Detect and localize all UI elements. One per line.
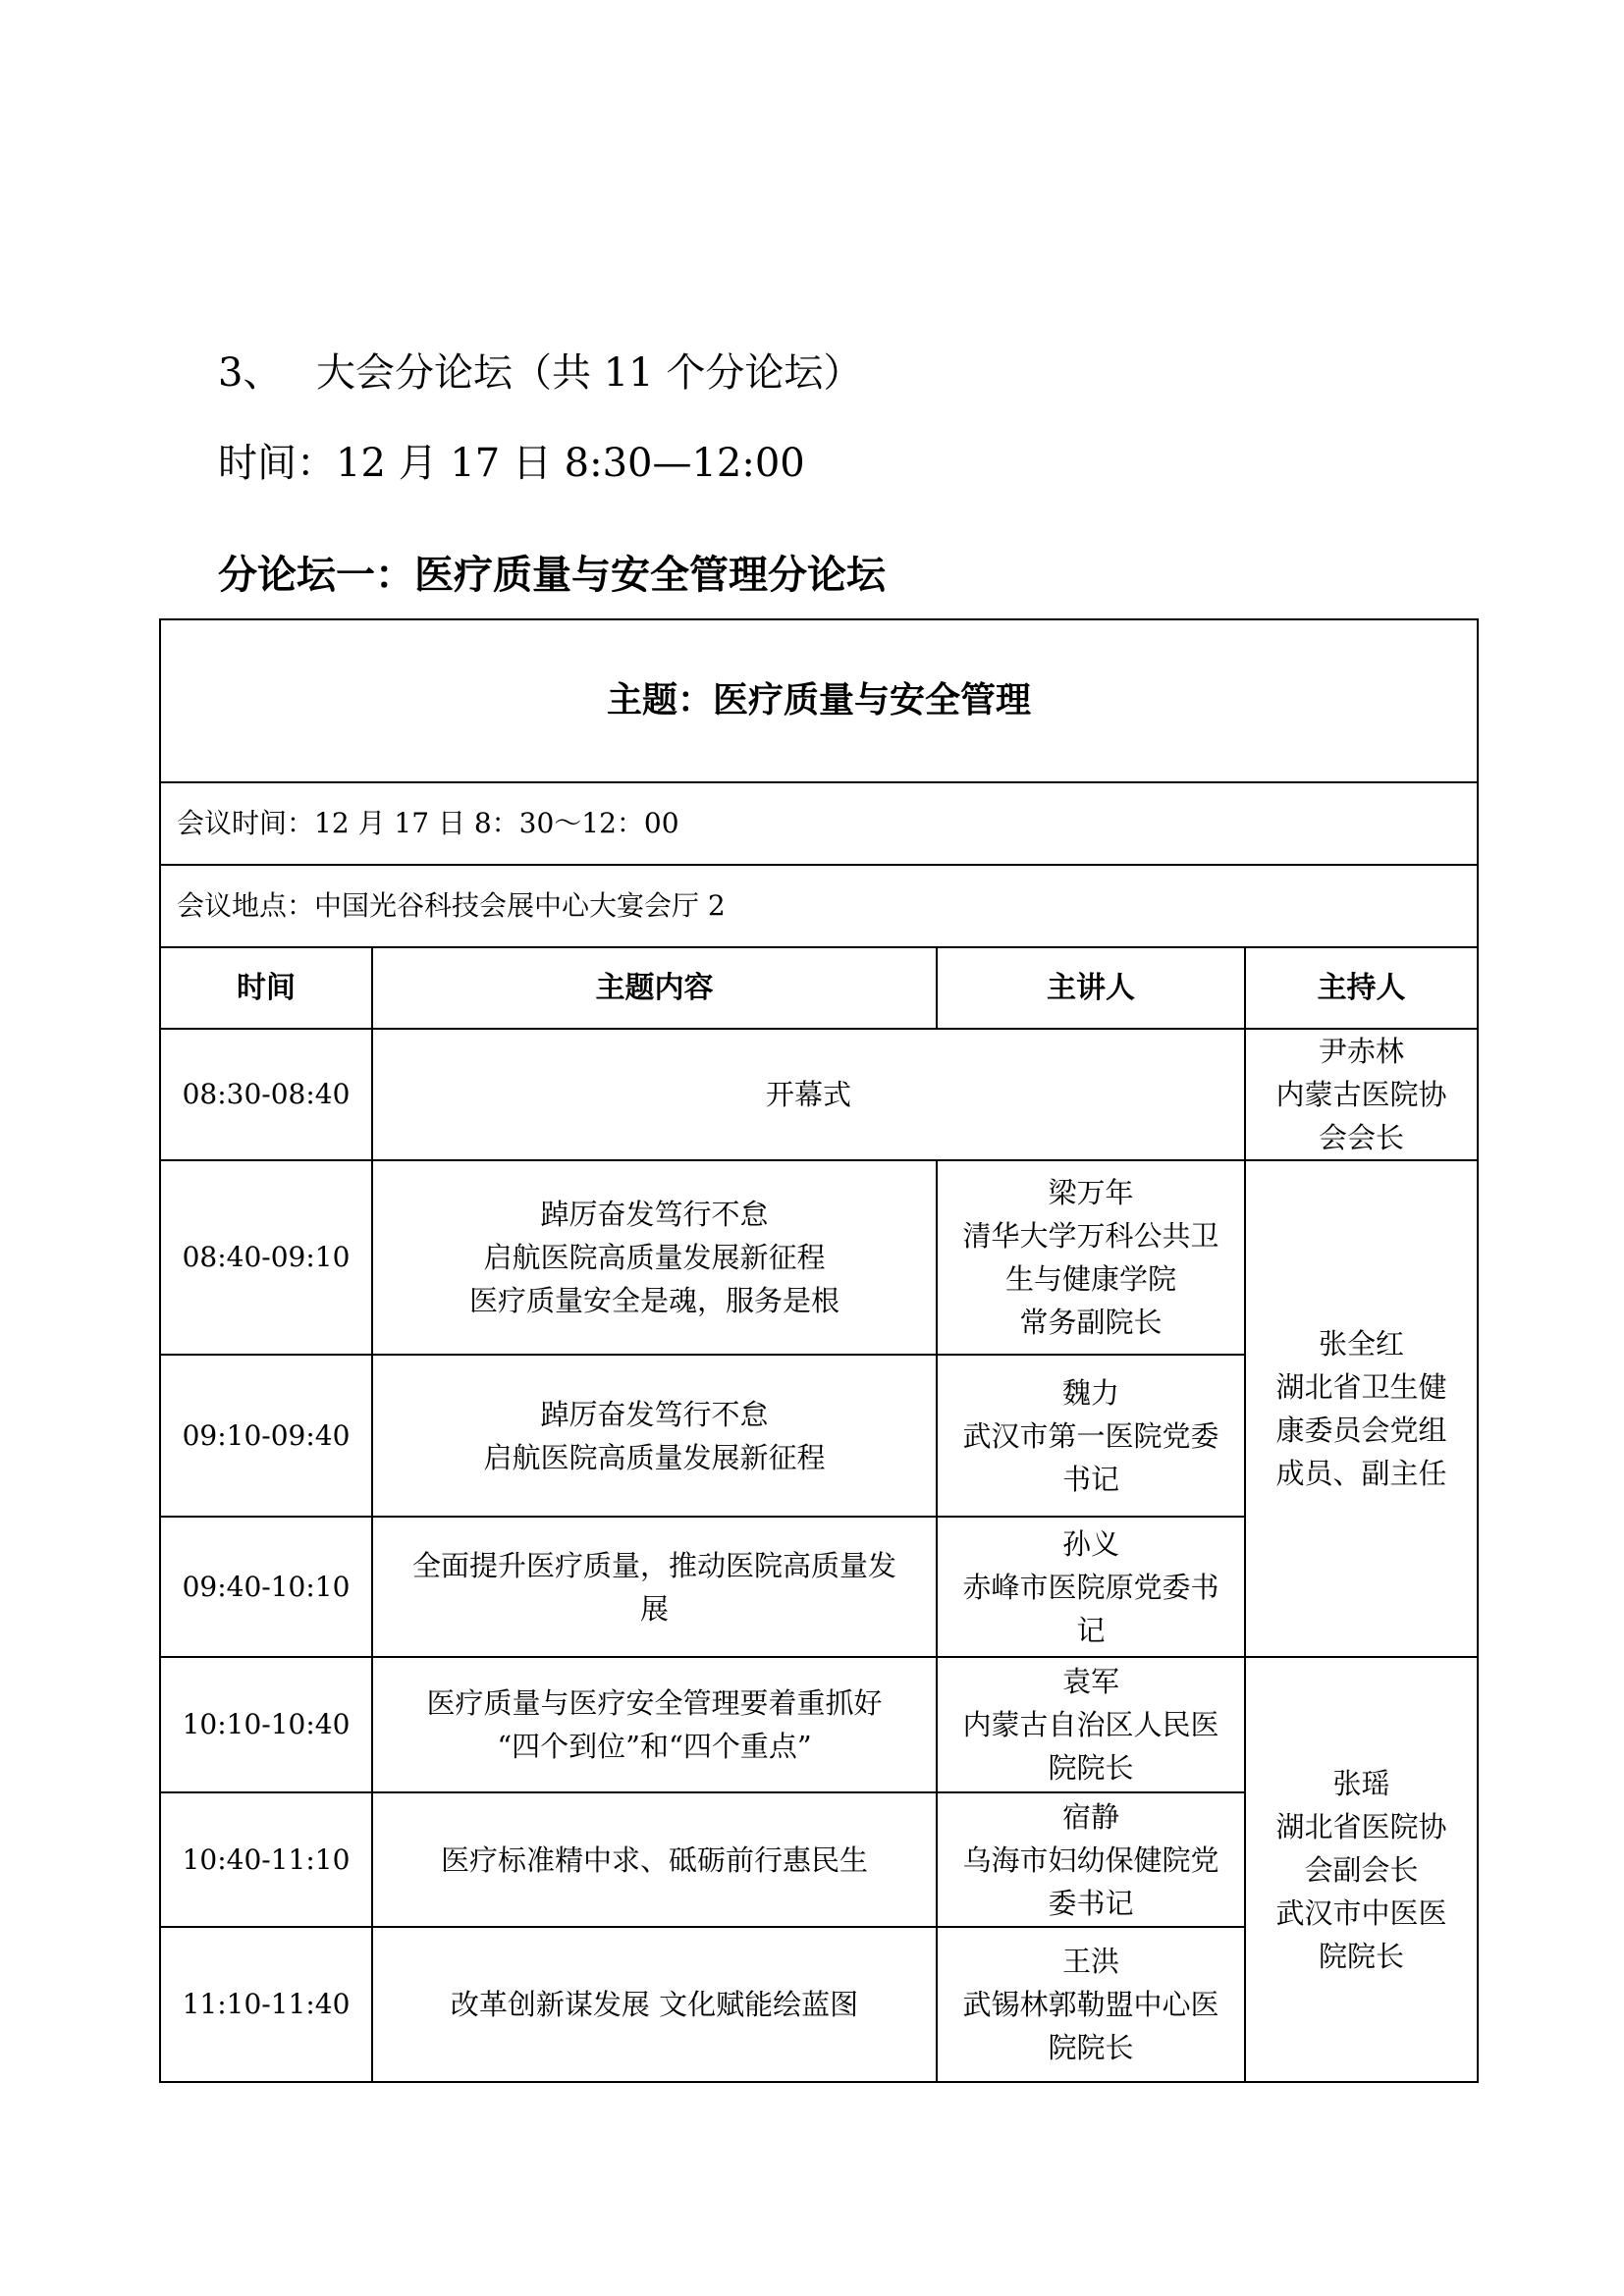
row-speaker: 宿静 乌海市妇幼保健院党 委书记 (962, 1799, 1219, 1920)
row-topic: 医疗质量与医疗安全管理要着重抓好 “四个到位”和“四个重点” (426, 1686, 883, 1763)
row-speaker: 魏力 武汉市第一医院党委 书记 (962, 1375, 1219, 1496)
table-row (160, 1160, 1478, 1355)
table-row (160, 1657, 1478, 1792)
meeting-place-row (160, 865, 1478, 947)
meeting-time: 会议时间：12 月 17 日 8：30～12：00 (177, 807, 679, 839)
host-group-2: 张全红 湖北省卫生健 康委员会党组 成员、副主任 (1275, 1327, 1447, 1490)
row-topic: 改革创新谋发展 文化赋能绘蓝图 (450, 1988, 859, 2021)
row-time: 10:10-10:40 (182, 1708, 351, 1740)
meeting-place: 会议地点：中国光谷科技会展中心大宴会厅 2 (177, 889, 726, 922)
section-title: 大会分论坛（共 11 个分论坛） (316, 350, 863, 396)
row-host: 尹赤林 内蒙古医院协 会会长 (1275, 1035, 1447, 1154)
row-time: 10:40-11:10 (182, 1842, 351, 1876)
row-topic: 医疗标准精中求、砥砺前行惠民生 (440, 1842, 868, 1877)
row-speaker: 梁万年 清华大学万科公共卫 生与健康学院 常务副院长 (962, 1176, 1219, 1339)
row-speaker: 孙义 赤峰市医院原党委书 记 (962, 1526, 1219, 1647)
row-topic: 全面提升医疗质量，推动医院高质量发 展 (411, 1548, 896, 1626)
forum-title: 分论坛一：医疗质量与安全管理分论坛 (218, 553, 886, 598)
theme-title: 主题：医疗质量与安全管理 (607, 680, 1032, 721)
row-speaker: 袁军 内蒙古自治区人民医 院院长 (962, 1665, 1219, 1785)
agenda-table (159, 618, 1479, 2083)
row-time: 09:10-09:40 (182, 1418, 351, 1452)
header-speaker: 主讲人 (1047, 970, 1135, 1005)
row-topic: 踔厉奋发笃行不怠 启航医院高质量发展新征程 医疗质量安全是魂，服务是根 (468, 1198, 839, 1317)
row-speaker: 王洪 武锡林郭勒盟中心医 院院长 (962, 1945, 1219, 2064)
section-heading (218, 342, 862, 398)
row-topic: 踔厉奋发笃行不怠 启航医院高质量发展新征程 (483, 1397, 826, 1474)
host-group-3: 张瑶 湖北省医院协 会副会长 武汉市中医医 院院长 (1275, 1766, 1447, 1973)
row-time: 09:40-10:10 (182, 1570, 351, 1603)
row-topic: 开幕式 (765, 1078, 851, 1111)
table-row (160, 1029, 1478, 1160)
theme-row (160, 619, 1478, 782)
section-number: 3、 (218, 350, 283, 396)
session-time: 时间：12 月 17 日 8:30—12:00 (218, 441, 805, 486)
header-host: 主持人 (1317, 970, 1406, 1005)
meeting-time-row (160, 782, 1478, 865)
row-time: 11:10-11:40 (182, 1988, 351, 2020)
header-row (160, 947, 1478, 1029)
header-topic: 主题内容 (595, 970, 714, 1005)
row-time: 08:40-09:10 (182, 1241, 351, 1273)
row-time: 08:30-08:40 (182, 1078, 351, 1110)
header-time: 时间 (237, 970, 296, 1005)
